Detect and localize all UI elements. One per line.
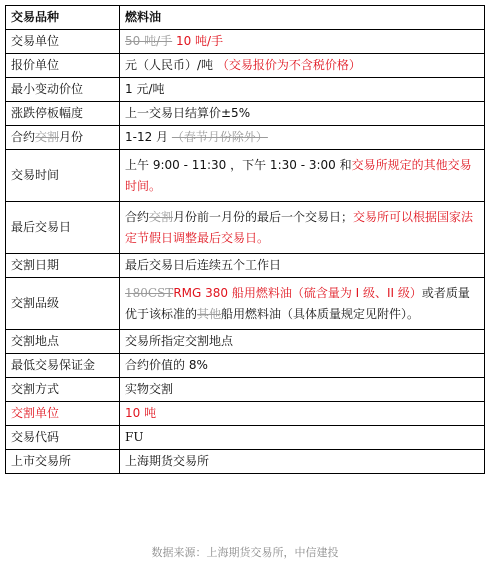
row-value: 燃料油 bbox=[120, 6, 485, 30]
table-row bbox=[6, 202, 485, 254]
label-text: 月份 bbox=[59, 130, 84, 144]
table-row bbox=[6, 102, 485, 126]
table-row bbox=[6, 30, 485, 54]
row-label: 交割品级 bbox=[6, 278, 120, 330]
source-caption: 数据来源：上海期货交易所，中信建投 bbox=[151, 546, 339, 559]
row-value: 实物交割 bbox=[120, 378, 485, 402]
row-value bbox=[120, 30, 485, 54]
row-label: 交易单位 bbox=[6, 30, 120, 54]
note-text: 交易所规定的其他交易时间。 bbox=[125, 157, 472, 193]
row-label: 交易时间 bbox=[6, 150, 120, 202]
struck-text: 交割 bbox=[149, 209, 174, 224]
table-row bbox=[6, 378, 485, 402]
row-value bbox=[120, 202, 485, 254]
new-value: 10 吨/手 bbox=[175, 34, 224, 48]
row-label: 交易代码 bbox=[6, 426, 120, 450]
row-label: 涨跌停板幅度 bbox=[6, 102, 120, 126]
row-label: 最后交易日 bbox=[6, 202, 120, 254]
row-label: 交割地点 bbox=[6, 330, 120, 354]
row-value: 交易所指定交割地点 bbox=[120, 330, 485, 354]
row-label bbox=[6, 126, 120, 150]
row-value bbox=[120, 54, 485, 78]
old-value: 50 吨/手 bbox=[125, 34, 173, 48]
table-row bbox=[6, 450, 485, 474]
value-text: 上午 9:00 - 11:30 ，下午 1:30 - 3:00 和 bbox=[125, 157, 352, 172]
table-row bbox=[6, 150, 485, 202]
table-row bbox=[6, 426, 485, 450]
row-label: 最小变动价位 bbox=[6, 78, 120, 102]
row-value: FU bbox=[120, 426, 485, 450]
value-text: 或者质量优于该标准的 bbox=[125, 285, 470, 321]
value-text: 元（人民币）/吨 bbox=[125, 58, 214, 72]
row-value bbox=[120, 126, 485, 150]
row-value bbox=[120, 278, 485, 330]
note-text: 交易所可以根据国家法定节假日调整最后交易日。 bbox=[125, 209, 474, 245]
row-value: 最后交易日后连续五个工作日 bbox=[120, 254, 485, 278]
row-value bbox=[120, 150, 485, 202]
row-label: 交割单位 bbox=[6, 402, 120, 426]
table-row bbox=[6, 402, 485, 426]
struck-label-text: 交割 bbox=[35, 130, 60, 144]
row-label: 交易品种 bbox=[6, 6, 120, 30]
new-value: RMG 380 船用燃料油（硫含量为 I 级、II 级） bbox=[173, 285, 422, 300]
value-text: 合约 bbox=[125, 209, 150, 224]
row-value: 10 吨 bbox=[120, 402, 485, 426]
note-text: （交易报价为不含税价格） bbox=[216, 58, 361, 72]
row-label: 上市交易所 bbox=[6, 450, 120, 474]
row-label: 交割日期 bbox=[6, 254, 120, 278]
row-value: 合约价值的 8% bbox=[120, 354, 485, 378]
value-text: 船用燃料油（具体质量规定见附件）。 bbox=[221, 306, 420, 321]
row-label: 交割方式 bbox=[6, 378, 120, 402]
table-row bbox=[6, 6, 485, 30]
row-value: 1 元/吨 bbox=[120, 78, 485, 102]
old-value: 180CST bbox=[125, 285, 174, 300]
row-label: 最低交易保证金 bbox=[6, 354, 120, 378]
table-row bbox=[6, 278, 485, 330]
label-text: 合约 bbox=[11, 130, 36, 144]
table-row bbox=[6, 78, 485, 102]
table-row bbox=[6, 330, 485, 354]
table-row bbox=[6, 254, 485, 278]
table-row bbox=[6, 54, 485, 78]
row-value: 上一交易日结算价±5% bbox=[120, 102, 485, 126]
table-row bbox=[6, 354, 485, 378]
row-value: 上海期货交易所 bbox=[120, 450, 485, 474]
struck-text: 其他 bbox=[197, 306, 222, 321]
value-text: 1-12 月 bbox=[125, 130, 169, 144]
contract-spec-table bbox=[5, 5, 485, 474]
value-text: 月份前一月份的最后一个交易日； bbox=[173, 209, 354, 224]
table-row bbox=[6, 126, 485, 150]
row-label: 报价单位 bbox=[6, 54, 120, 78]
old-value: （春节月份除外） bbox=[171, 130, 268, 144]
